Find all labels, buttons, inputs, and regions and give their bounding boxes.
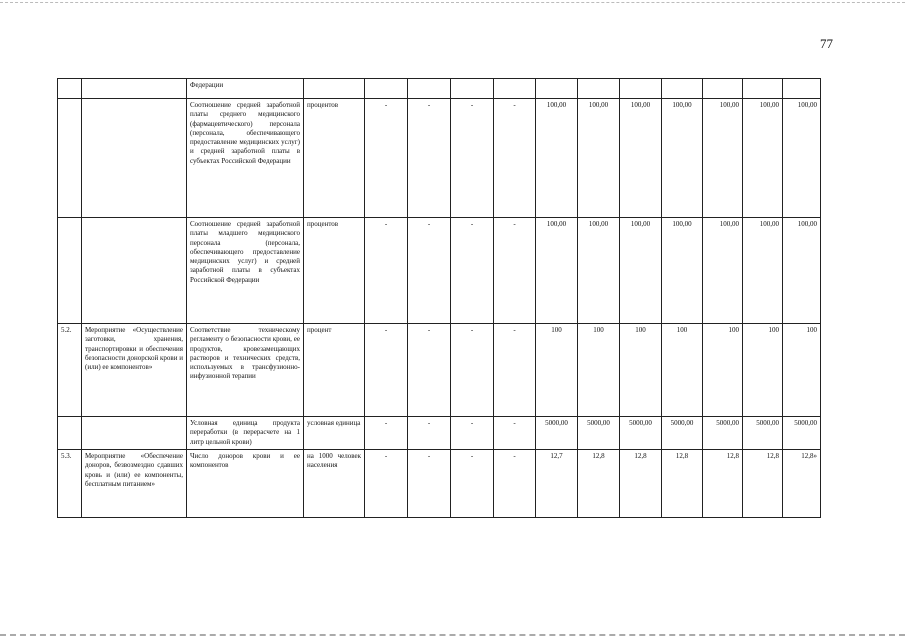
value-cell: - [494, 324, 536, 417]
value-cell: 100,00 [662, 99, 703, 218]
value-cell: - [451, 99, 494, 218]
value-cell: 100 [783, 324, 821, 417]
value-cell: 100,00 [536, 99, 578, 218]
indicator-cell: Соотношение средней заработной платы младшего медицинского персонала (персонала, обеспечивающего предоставление медицинских услуг) и средней заработной платы в субъектах Российской Федерации [187, 218, 304, 324]
value-cell: 100,00 [743, 99, 783, 218]
table-row [58, 324, 821, 417]
value-cell: - [494, 417, 536, 450]
value-cell: 5000,00 [578, 417, 620, 450]
value-cell: - [494, 218, 536, 324]
value-cell: 5000,00 [783, 417, 821, 450]
value-cell: - [365, 417, 408, 450]
indicator-cell: Соотношение средней заработной платы среднего медицинского (фармацевтического) персонала (персонала, обеспечивающего предоставление медицинских услуг) и средней заработной платы в субъектах Российской Федерации [187, 99, 304, 218]
unit-cell: условная единица [304, 417, 365, 450]
value-cell: - [408, 324, 451, 417]
value-cell: 100,00 [783, 99, 821, 218]
unit-cell: процентов [304, 99, 365, 218]
value-cell: 100,00 [703, 218, 743, 324]
value-cell: 12,7 [536, 450, 578, 518]
value-cell [703, 79, 743, 99]
unit-cell [304, 79, 365, 99]
value-cell [408, 79, 451, 99]
value-cell [451, 79, 494, 99]
value-cell: - [408, 99, 451, 218]
row-number-cell [58, 99, 82, 218]
value-cell: 100 [536, 324, 578, 417]
value-cell: 100 [743, 324, 783, 417]
value-cell: 12,8 [578, 450, 620, 518]
scan-edge-top [0, 2, 905, 3]
event-cell [82, 99, 187, 218]
value-cell: 100 [578, 324, 620, 417]
value-cell: 100,00 [620, 99, 662, 218]
indicator-cell: Условная единица продукта переработки (в перерасчете на 1 литр цельной крови) [187, 417, 304, 450]
value-cell: 5000,00 [620, 417, 662, 450]
unit-cell: процентов [304, 218, 365, 324]
value-cell: 100,00 [662, 218, 703, 324]
value-cell: - [451, 324, 494, 417]
page-number: 77 [820, 36, 833, 51]
value-cell: 100,00 [578, 99, 620, 218]
value-cell: 100,00 [743, 218, 783, 324]
event-cell: Мероприятие «Осуществление заготовки, хранения, транспортировки и обеспечения безопасности донорской крови и (или) ее компонентов» [82, 324, 187, 417]
value-cell [620, 79, 662, 99]
value-cell: 12,8» [783, 450, 821, 518]
indicator-cell: Федерации [187, 79, 304, 99]
value-cell: 12,8 [620, 450, 662, 518]
indicator-cell: Соответствие техническому регламенту о безопасности крови, ее продуктов, кровезамещающих растворов и технических средств, используемых в трансфузионно-инфузионной терапии [187, 324, 304, 417]
table-row [58, 450, 821, 518]
value-cell: 100,00 [783, 218, 821, 324]
value-cell: 5000,00 [662, 417, 703, 450]
value-cell: - [365, 324, 408, 417]
value-cell: - [451, 450, 494, 518]
value-cell: 5000,00 [743, 417, 783, 450]
value-cell [365, 79, 408, 99]
value-cell: 100,00 [578, 218, 620, 324]
value-cell [578, 79, 620, 99]
unit-cell: процент [304, 324, 365, 417]
value-cell: 100,00 [620, 218, 662, 324]
value-cell [783, 79, 821, 99]
value-cell: - [494, 450, 536, 518]
program-indicators-table [57, 78, 821, 518]
row-number-cell [58, 218, 82, 324]
value-cell: - [451, 417, 494, 450]
value-cell: 100 [620, 324, 662, 417]
value-cell: - [451, 218, 494, 324]
value-cell [662, 79, 703, 99]
indicator-cell: Число доноров крови и ее компонентов [187, 450, 304, 518]
table-row [58, 417, 821, 450]
unit-cell: на 1000 человек населения [304, 450, 365, 518]
row-number-cell: 5.3. [58, 450, 82, 518]
event-cell: Мероприятие «Обеспечение доноров, безвозмездно сдавших кровь и (или) ее компоненты, бесплатным питанием» [82, 450, 187, 518]
value-cell: 100,00 [703, 99, 743, 218]
row-number-cell: 5.2. [58, 324, 82, 417]
value-cell [743, 79, 783, 99]
value-cell: 100,00 [536, 218, 578, 324]
scan-edge-bottom [0, 634, 905, 636]
event-cell [82, 218, 187, 324]
table-row [58, 218, 821, 324]
value-cell: 100 [662, 324, 703, 417]
value-cell: 12,8 [703, 450, 743, 518]
row-number-cell [58, 417, 82, 450]
value-cell: 5000,00 [703, 417, 743, 450]
value-cell: - [408, 417, 451, 450]
row-number-cell [58, 79, 82, 99]
value-cell: 12,8 [662, 450, 703, 518]
value-cell: 100 [703, 324, 743, 417]
table-row [58, 79, 821, 99]
value-cell: - [365, 99, 408, 218]
table-row [58, 99, 821, 218]
event-cell [82, 417, 187, 450]
value-cell: - [494, 99, 536, 218]
value-cell: - [365, 450, 408, 518]
value-cell: 12,8 [743, 450, 783, 518]
event-cell [82, 79, 187, 99]
value-cell: - [408, 450, 451, 518]
value-cell [536, 79, 578, 99]
value-cell: 5000,00 [536, 417, 578, 450]
value-cell: - [365, 218, 408, 324]
value-cell: - [408, 218, 451, 324]
value-cell [494, 79, 536, 99]
